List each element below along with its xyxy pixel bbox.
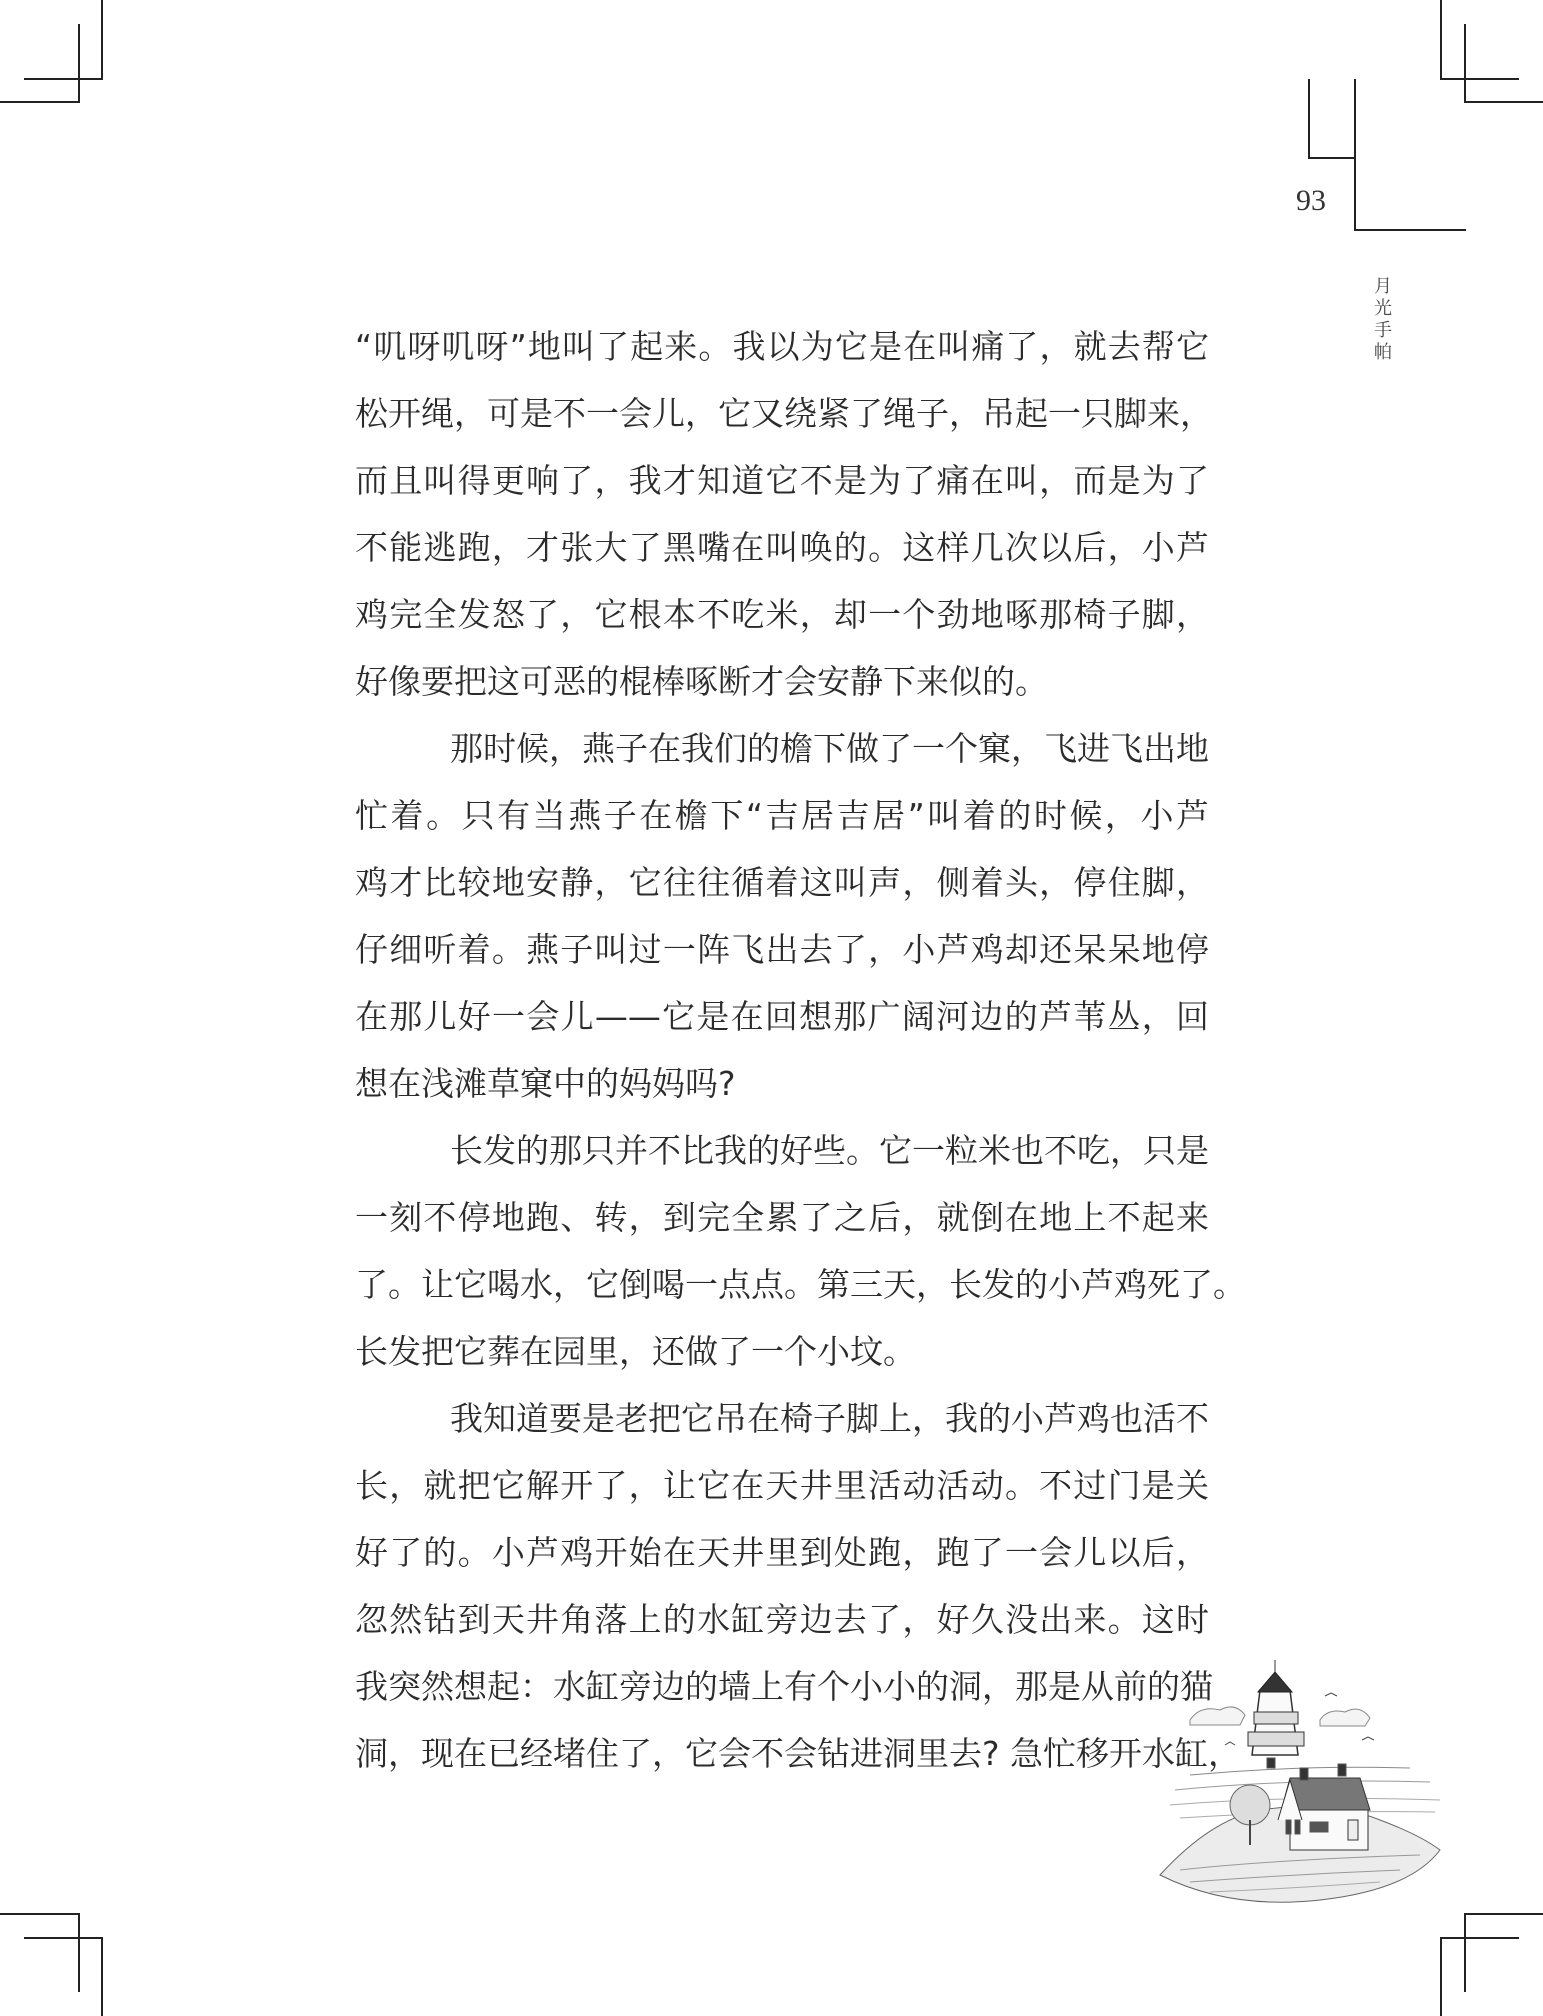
running-title-char: 手 bbox=[1374, 320, 1392, 341]
text-line: 我知道要是老把它吊在椅子脚上，我的小芦鸡也活不 bbox=[450, 1399, 1209, 1438]
text-line: 我突然想起：水缸旁边的墙上有个小小的洞，那是从前的猫 bbox=[355, 1667, 1213, 1706]
crop-mark bbox=[1464, 1913, 1543, 1915]
crop-mark bbox=[1464, 24, 1466, 103]
text-line: 长发的那只并不比我的好些。它一粒米也不吃，只是 bbox=[450, 1131, 1209, 1170]
crop-mark bbox=[78, 24, 80, 103]
folio-frame-line bbox=[1354, 79, 1356, 230]
crop-mark bbox=[1440, 78, 1519, 80]
text-line: 在那儿好一会儿——它是在回想那广阔河边的芦苇丛，回 bbox=[355, 997, 1209, 1036]
text-line: 长，就把它解开了，让它在天井里活动活动。不过门是关 bbox=[355, 1466, 1209, 1505]
lighthouse-icon bbox=[1150, 1660, 1470, 1930]
folio-frame-line bbox=[1308, 157, 1356, 159]
text-line: 好像要把这可恶的棍棒啄断才会安静下来似的。 bbox=[355, 662, 1048, 701]
crop-mark bbox=[24, 78, 103, 80]
page-number: 93 bbox=[1296, 184, 1326, 217]
crop-mark bbox=[0, 101, 79, 103]
running-title-char: 光 bbox=[1374, 298, 1392, 319]
crop-mark bbox=[101, 1937, 103, 2016]
running-title-char: 帕 bbox=[1374, 342, 1392, 363]
crop-mark bbox=[24, 1937, 103, 1939]
text-line: 想在浅滩草窠中的妈妈吗? bbox=[355, 1064, 736, 1103]
crop-mark bbox=[1440, 1937, 1519, 1939]
text-line: 好了的。小芦鸡开始在天井里到处跑，跑了一会儿以后， bbox=[355, 1533, 1209, 1572]
text-line: 长发把它葬在园里，还做了一个小坟。 bbox=[355, 1332, 916, 1371]
text-line: 不能逃跑，才张大了黑嘴在叫唤的。这样几次以后，小芦 bbox=[355, 528, 1209, 567]
crop-mark bbox=[101, 0, 103, 79]
running-title-char: 月 bbox=[1374, 276, 1392, 297]
crop-mark bbox=[0, 1913, 79, 1915]
text-line: 忙着。只有当燕子在檐下“吉居吉居”叫着的时候，小芦 bbox=[355, 796, 1209, 835]
text-line: 了。让它喝水，它倒喝一点点。第三天，长发的小芦鸡死了。 bbox=[355, 1265, 1246, 1304]
crop-mark bbox=[1464, 101, 1543, 103]
folio-frame-line bbox=[1354, 229, 1466, 231]
text-line: 仔细听着。燕子叫过一阵飞出去了，小芦鸡却还呆呆地停 bbox=[355, 930, 1209, 969]
body-text bbox=[355, 325, 1246, 1799]
text-line: 一刻不停地跑、转，到完全累了之后，就倒在地上不起来 bbox=[355, 1198, 1209, 1237]
lighthouse-illustration bbox=[1150, 1660, 1470, 1930]
crop-mark bbox=[1440, 0, 1442, 79]
text-line: 鸡完全发怒了，它根本不吃米，却一个劲地啄那椅子脚， bbox=[355, 595, 1209, 634]
text-line: 而且叫得更响了，我才知道它不是为了痛在叫，而是为了 bbox=[355, 461, 1209, 500]
text-line: 鸡才比较地安静，它往往循着这叫声，侧着头，停住脚， bbox=[355, 863, 1209, 902]
text-line: 那时候，燕子在我们的檐下做了一个窠，飞进飞出地 bbox=[450, 729, 1209, 768]
crop-mark bbox=[78, 1913, 80, 1992]
running-title bbox=[1372, 276, 1394, 364]
text-line: 忽然钻到天井角落上的水缸旁边去了，好久没出来。这时 bbox=[355, 1600, 1209, 1639]
crop-mark bbox=[1440, 1937, 1442, 2016]
text-line: 洞，现在已经堵住了，它会不会钻进洞里去? 急忙移开水缸， bbox=[355, 1734, 1242, 1773]
text-line: “叽呀叽呀”地叫了起来。我以为它是在叫痛了，就去帮它 bbox=[355, 327, 1209, 366]
text-line: 松开绳，可是不一会儿，它又绕紧了绳子，吊起一只脚来， bbox=[355, 394, 1213, 433]
folio-frame-line bbox=[1308, 79, 1310, 158]
